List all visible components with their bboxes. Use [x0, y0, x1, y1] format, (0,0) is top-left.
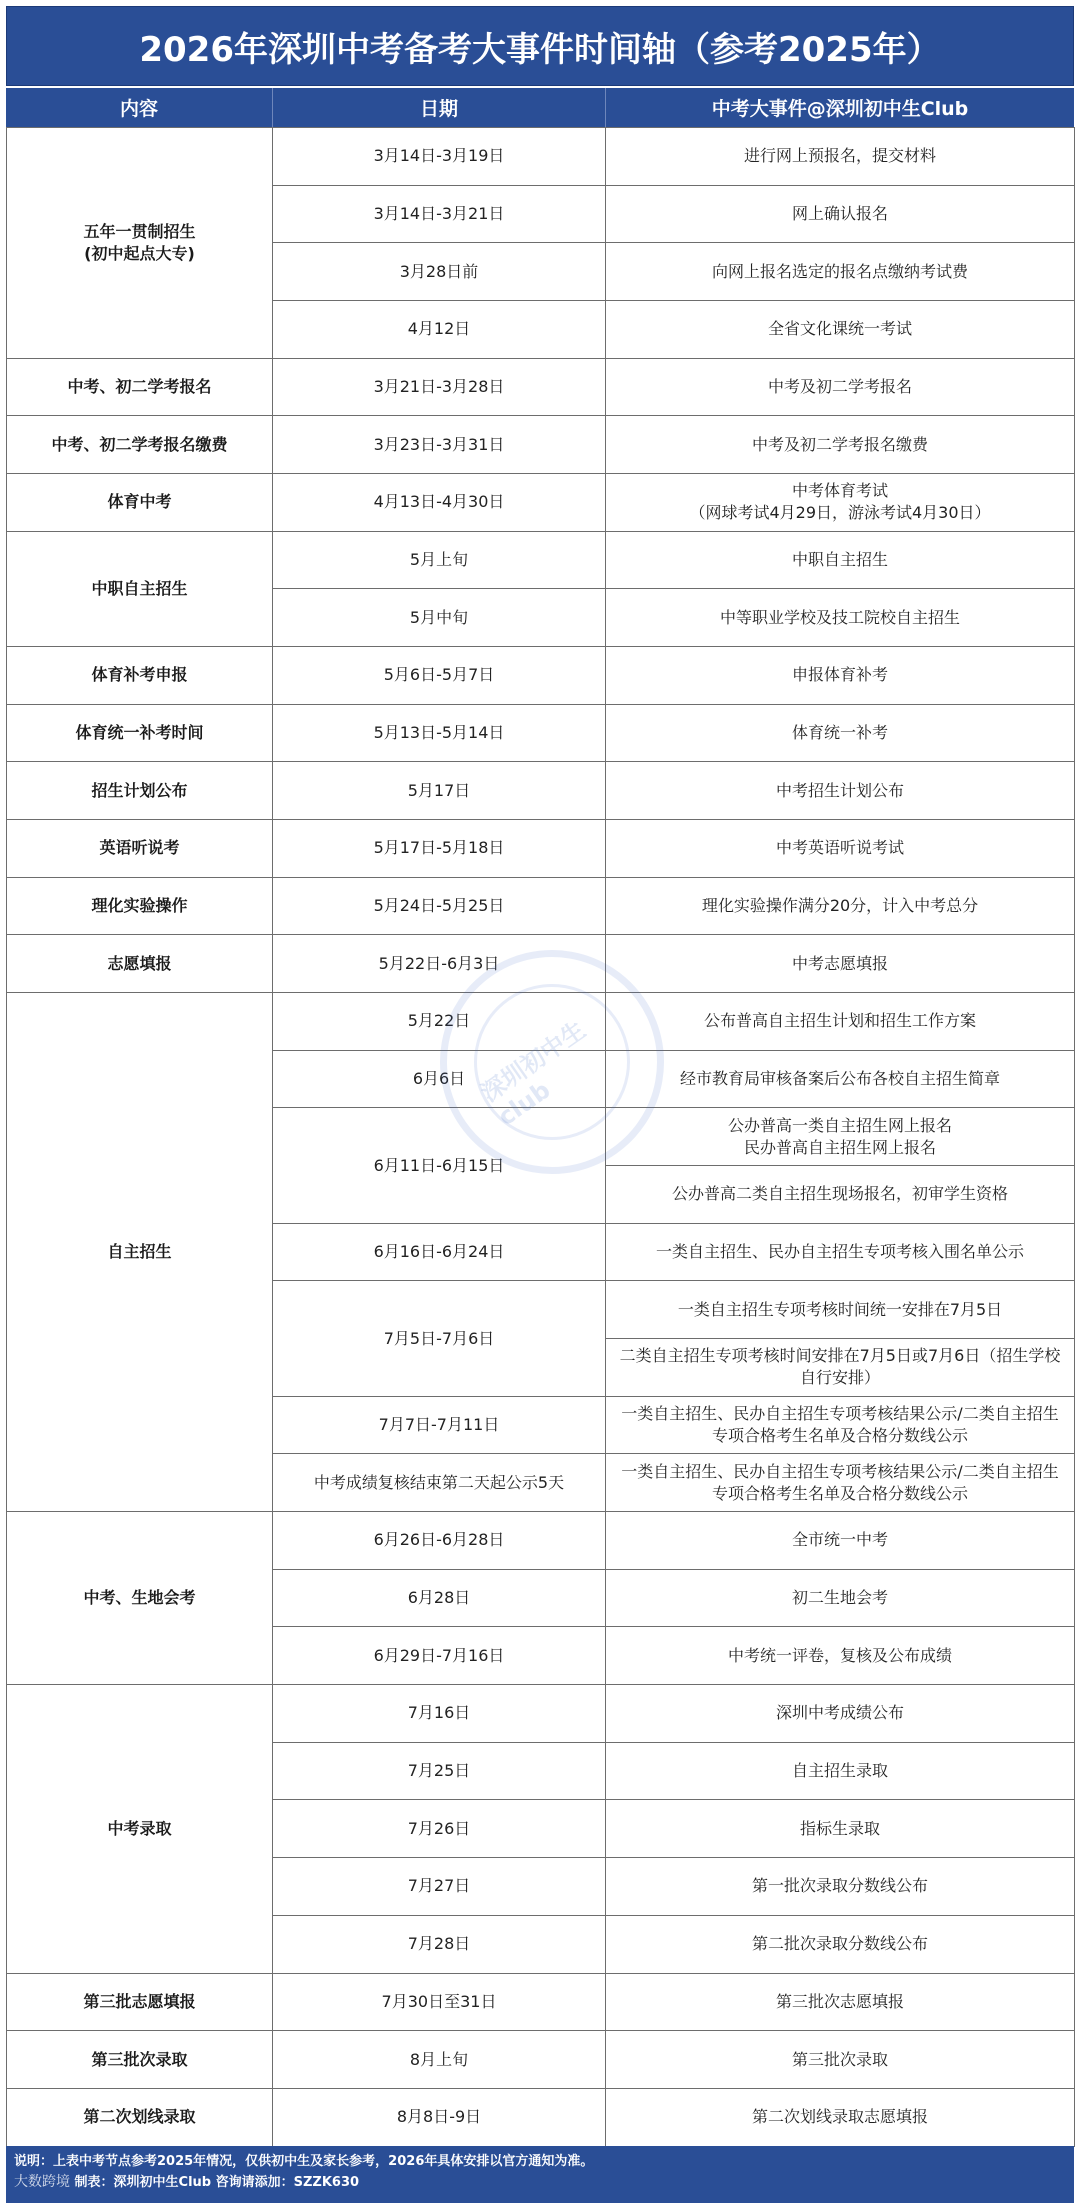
cell-line: 全省文化课统一考试	[767, 319, 912, 339]
event-cell	[606, 762, 1075, 820]
category-cell	[7, 935, 273, 993]
cell-line: 民办普高自主招生网上报名	[743, 1137, 936, 1157]
page-title: 2026年深圳中考备考大事件时间轴（参考2025年）	[6, 6, 1074, 86]
event-cell	[606, 1627, 1075, 1685]
table-row	[7, 2031, 1075, 2089]
category-cell	[7, 993, 273, 1512]
cell-line: 公布普高自主招生计划和招生工作方案	[703, 1011, 976, 1031]
cell-line: 第三批次录取	[91, 2049, 188, 2069]
table-row	[7, 1685, 1075, 1743]
cell-line: 中考体育考试	[791, 481, 888, 501]
category-cell	[7, 820, 273, 878]
cell-line: 申报体育补考	[791, 665, 888, 685]
table-row	[7, 358, 1075, 416]
table-row	[7, 474, 1075, 532]
date-cell: 5月6日-5月7日	[273, 647, 606, 705]
category-cell	[7, 877, 273, 935]
date-cell: 中考成绩复核结束第二天起公示5天	[273, 1454, 606, 1512]
date-cell: 8月8日-9日	[273, 2088, 606, 2146]
event-cell	[606, 128, 1075, 186]
cell-line: 全市统一中考	[791, 1530, 888, 1550]
cell-line: 中考录取	[107, 1818, 172, 1838]
column-header-content: 内容	[119, 98, 158, 120]
cell-line: 指标生录取	[799, 1818, 880, 1838]
cell-line: 网上确认报名	[791, 204, 888, 223]
date-cell: 5月上旬	[273, 531, 606, 589]
footer-contact-text: 大数跨境 制表：深圳初中生Club 咨询请添加：SZZK630	[14, 2174, 360, 2190]
cell-line: 公办普高二类自主招生现场报名，初审学生资格	[671, 1184, 1008, 1204]
cell-line: 第三批次录取	[791, 2049, 888, 2069]
date-cell: 7月7日-7月11日	[273, 1396, 606, 1454]
table-row	[7, 993, 1075, 1051]
date-cell: 6月28日	[273, 1569, 606, 1627]
event-cell	[606, 358, 1075, 416]
cell-line: 一类自主招生、民办自主招生专项考核结果公示/二类自主招生	[621, 1461, 1059, 1481]
timeline-body	[7, 128, 1075, 2147]
event-cell	[606, 531, 1075, 589]
date-cell: 3月14日-3月19日	[273, 128, 606, 186]
date-cell: 7月5日-7月6日	[273, 1281, 606, 1396]
event-cell	[606, 1858, 1075, 1916]
category-cell	[7, 1973, 273, 2031]
date-cell: 4月13日-4月30日	[273, 474, 606, 532]
date-cell: 7月25日	[273, 1742, 606, 1800]
event-cell	[606, 589, 1075, 647]
date-cell: 5月22日	[273, 993, 606, 1051]
column-header-date: 日期	[272, 88, 605, 127]
event-cell	[606, 1973, 1075, 2031]
date-cell: 8月上旬	[273, 2031, 606, 2089]
cell-line: 一类自主招生、民办自主招生专项考核结果公示/二类自主招生	[621, 1404, 1059, 1424]
date-cell: 7月16日	[273, 1685, 606, 1743]
cell-line: 体育补考申报	[91, 665, 188, 685]
cell-line: 五年一贯制招生	[83, 221, 196, 241]
cell-line: 中考及初二学考报名缴费	[751, 434, 928, 454]
event-cell	[606, 1742, 1075, 1800]
table-row	[7, 1973, 1075, 2031]
event-cell	[606, 474, 1075, 532]
event-cell	[606, 1281, 1075, 1339]
category-cell	[7, 2088, 273, 2146]
category-cell	[7, 358, 273, 416]
cell-line: 中职自主招生	[791, 550, 888, 570]
cell-line: 中考英语听说考试	[775, 838, 904, 858]
category-cell	[7, 647, 273, 705]
cell-line: 第三批志愿填报	[83, 1991, 196, 2011]
cell-line: 专项合格考生名单及合格分数线公示	[711, 1483, 968, 1503]
event-cell	[606, 1108, 1075, 1166]
category-cell	[7, 531, 273, 646]
event-cell	[606, 1512, 1075, 1570]
table-row	[7, 2088, 1075, 2146]
event-cell	[606, 877, 1075, 935]
cell-line: 二类自主招生专项考核时间安排在7月5日或7月6日（招生学校	[619, 1346, 1061, 1366]
cell-line: 中职自主招生	[91, 578, 188, 598]
date-cell: 6月29日-7月16日	[273, 1627, 606, 1685]
event-cell	[606, 1223, 1075, 1281]
date-cell: 3月28日前	[273, 243, 606, 301]
table-row	[7, 877, 1075, 935]
event-cell	[606, 2031, 1075, 2089]
cell-line: 中考、初二学考报名	[67, 377, 212, 397]
date-cell: 6月11日-6月15日	[273, 1108, 606, 1223]
cell-line: 一类自主招生、民办自主招生专项考核入围名单公示	[655, 1242, 1024, 1262]
table-row	[7, 647, 1075, 705]
category-cell	[7, 704, 273, 762]
date-cell: 5月17日-5月18日	[273, 820, 606, 878]
cell-line: 深圳中考成绩公布	[775, 1703, 904, 1723]
cell-line: 中考统一评卷，复核及公布成绩	[727, 1645, 952, 1665]
event-cell	[606, 1396, 1075, 1454]
table-row	[7, 531, 1075, 589]
timeline-table	[6, 127, 1075, 2147]
cell-line: 英语听说考	[99, 838, 180, 858]
table-row	[7, 704, 1075, 762]
category-cell	[7, 762, 273, 820]
footer-note	[6, 2146, 1074, 2203]
event-cell	[606, 704, 1075, 762]
cell-line: 中考志愿填报	[791, 953, 888, 973]
watermark-text: 深圳初中生club	[443, 953, 660, 1170]
cell-line: 初二生地会考	[791, 1588, 888, 1608]
cell-line: 进行网上预报名，提交材料	[743, 146, 936, 166]
category-cell	[7, 416, 273, 474]
cell-line: 经市教育局审核备案后公布各校自主招生简章	[679, 1069, 1000, 1089]
cell-line: 专项合格考生名单及合格分数线公示	[711, 1426, 968, 1446]
event-cell	[606, 1050, 1075, 1108]
date-cell: 3月14日-3月21日	[273, 185, 606, 243]
event-cell	[606, 2088, 1075, 2146]
table-row	[7, 935, 1075, 993]
cell-line: 自主招生录取	[791, 1761, 888, 1781]
cell-line: 中考及初二学考报名	[767, 377, 912, 397]
event-cell	[606, 993, 1075, 1051]
category-cell	[7, 474, 273, 532]
category-cell	[7, 128, 273, 359]
cell-line: 中考、生地会考	[83, 1588, 196, 1608]
cell-line: （网球考试4月29日，游泳考试4月30日）	[689, 503, 991, 523]
category-cell	[7, 1512, 273, 1685]
date-cell: 6月6日	[273, 1050, 606, 1108]
event-cell	[606, 820, 1075, 878]
cell-line: 自行安排）	[799, 1368, 880, 1388]
table-row	[7, 820, 1075, 878]
event-cell	[606, 1915, 1075, 1973]
date-cell: 6月26日-6月28日	[273, 1512, 606, 1570]
footer-note-text: 说明：上表中考节点参考2025年情况，仅供初中生及家长参考，2026年具体安排以官方通知为准。	[14, 2154, 594, 2169]
event-cell	[606, 647, 1075, 705]
date-cell: 7月27日	[273, 1858, 606, 1916]
cell-line: 招生计划公布	[91, 780, 188, 800]
event-cell	[606, 243, 1075, 301]
date-cell: 6月16日-6月24日	[273, 1223, 606, 1281]
event-cell	[606, 1339, 1075, 1397]
date-cell: 7月28日	[273, 1915, 606, 1973]
cell-line: 第二批次录取分数线公布	[751, 1934, 928, 1954]
date-cell: 3月21日-3月28日	[273, 358, 606, 416]
event-cell	[606, 1685, 1075, 1743]
cell-line: 公办普高一类自主招生网上报名	[727, 1115, 952, 1135]
cell-line: 中等职业学校及技工院校自主招生	[719, 607, 960, 627]
cell-line: 志愿填报	[107, 953, 172, 973]
event-cell	[606, 185, 1075, 243]
date-cell: 4月12日	[273, 301, 606, 359]
date-cell: 7月26日	[273, 1800, 606, 1858]
date-cell: 3月23日-3月31日	[273, 416, 606, 474]
cell-line: 向网上报名选定的报名点缴纳考试费	[711, 261, 968, 281]
cell-line: 第三批次志愿填报	[775, 1991, 904, 2011]
cell-line: 自主招生	[107, 1242, 172, 1262]
cell-line: 体育统一补考	[791, 723, 888, 743]
cell-line: 理化实验操作	[91, 896, 188, 916]
event-cell	[606, 935, 1075, 993]
category-cell	[7, 1685, 273, 1973]
table-row	[7, 762, 1075, 820]
date-cell: 5月13日-5月14日	[273, 704, 606, 762]
cell-line: 第二次划线录取	[83, 2107, 196, 2127]
footer-brand: 大数跨境	[14, 2174, 70, 2190]
cell-line: 一类自主招生专项考核时间统一安排在7月5日	[677, 1299, 1003, 1319]
cell-line: 中考、初二学考报名缴费	[51, 434, 228, 454]
table-row	[7, 128, 1075, 186]
category-cell	[7, 2031, 273, 2089]
cell-line: 第二次划线录取志愿填报	[751, 2107, 928, 2127]
cell-line: 理化实验操作满分20分，计入中考总分	[701, 896, 979, 916]
column-header-event: 中考大事件@深圳初中生Club	[605, 88, 1074, 127]
cell-line: 体育中考	[107, 492, 172, 512]
event-cell	[606, 301, 1075, 359]
table-row	[7, 416, 1075, 474]
event-cell	[606, 416, 1075, 474]
cell-line: (初中起点大专)	[84, 243, 195, 263]
event-cell	[606, 1166, 1075, 1224]
table-header	[6, 88, 1074, 127]
date-cell: 5月17日	[273, 762, 606, 820]
cell-line: 第一批次录取分数线公布	[751, 1876, 928, 1896]
event-cell	[606, 1454, 1075, 1512]
date-cell: 5月22日-6月3日	[273, 935, 606, 993]
date-cell: 7月30日至31日	[273, 1973, 606, 2031]
event-cell	[606, 1800, 1075, 1858]
table-row	[7, 1512, 1075, 1570]
cell-line: 中考招生计划公布	[775, 780, 904, 800]
date-cell: 5月中旬	[273, 589, 606, 647]
event-cell	[606, 1569, 1075, 1627]
cell-line: 体育统一补考时间	[75, 723, 204, 743]
date-cell: 5月24日-5月25日	[273, 877, 606, 935]
